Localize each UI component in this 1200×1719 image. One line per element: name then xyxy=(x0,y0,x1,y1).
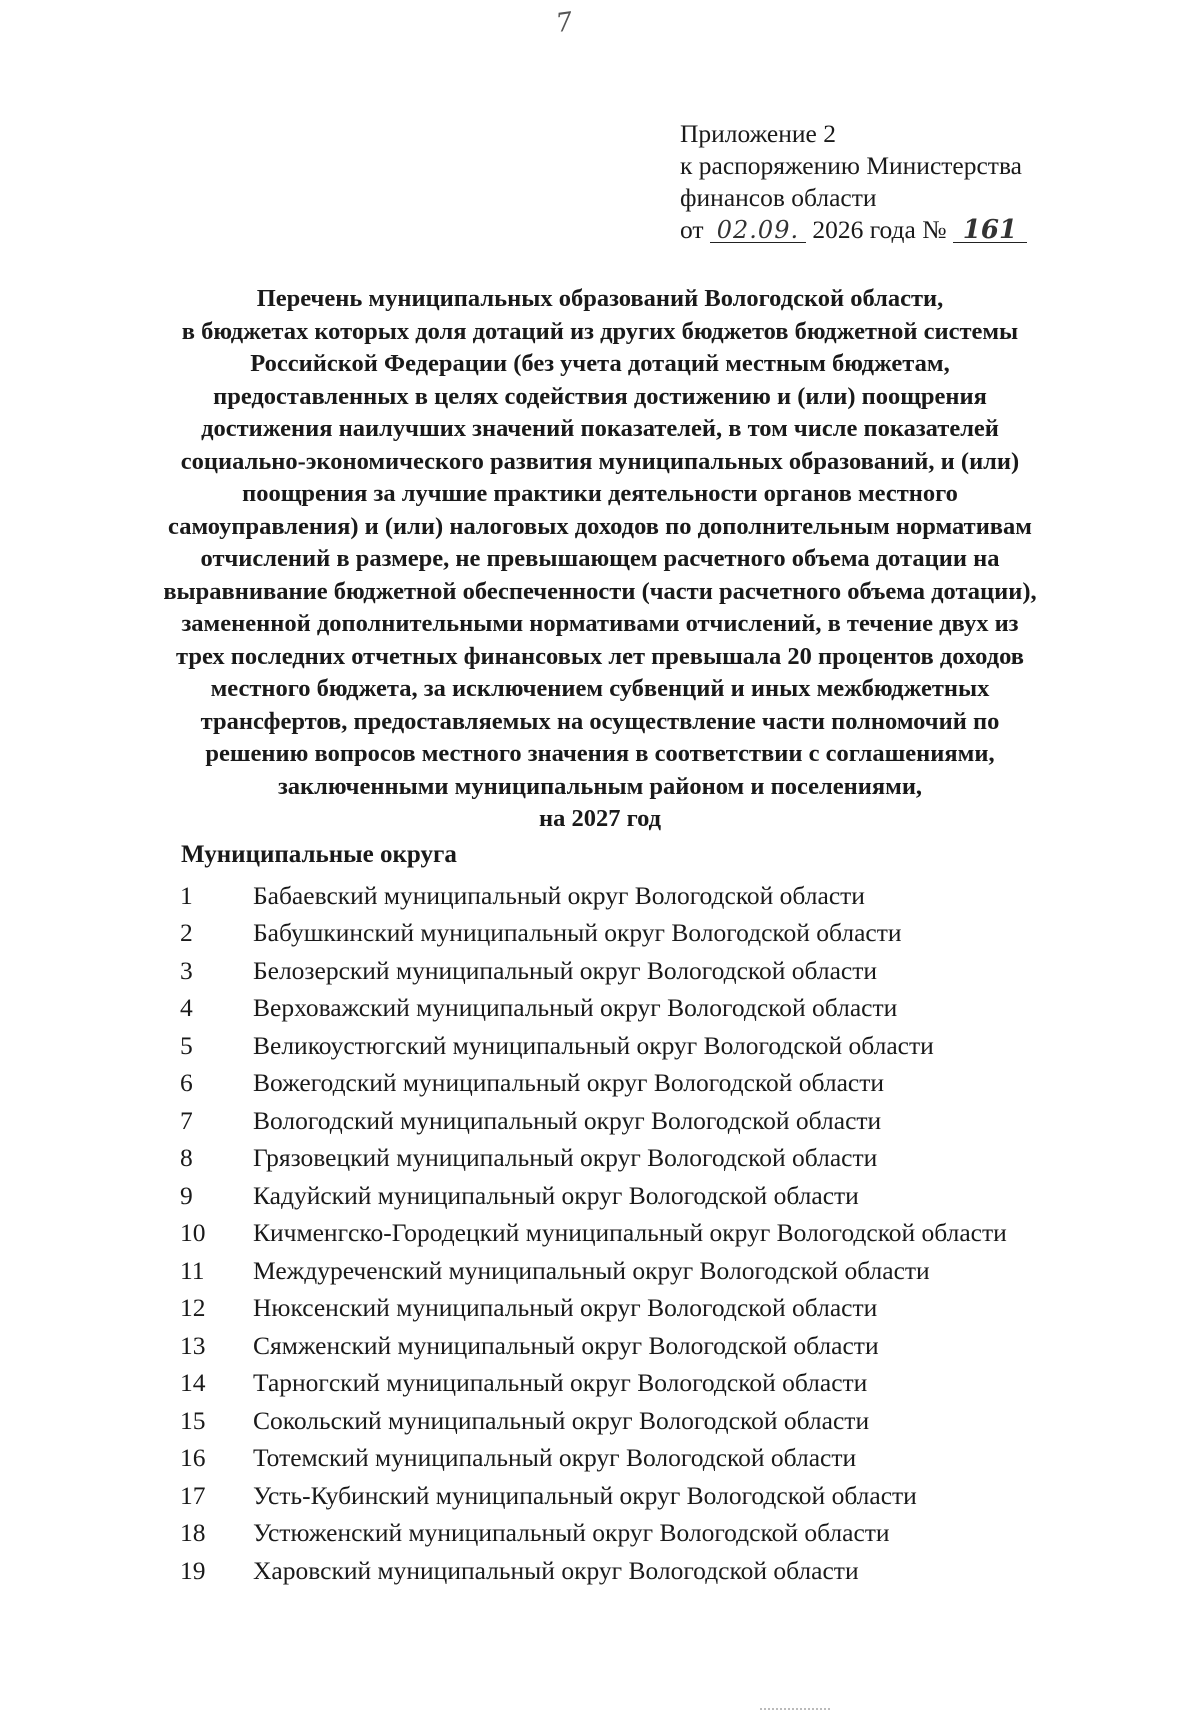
title-line: выравнивание бюджетной обеспеченности (части расчетного объема дотации), xyxy=(163,577,1037,605)
appendix-date-line xyxy=(680,214,1027,246)
title-line: Российской Федерации (без учета дотаций местным бюджетам, xyxy=(250,350,950,377)
list-item-name: Харовский муниципальный округ Вологодской области xyxy=(253,1555,859,1585)
title-line: замененной дополнительными нормативами отчислений, в течение двух из xyxy=(181,610,1019,637)
list-item-name: Бабушкинский муниципальный округ Вологодской области xyxy=(253,918,902,948)
list-item-number: 15 xyxy=(180,1405,206,1435)
list-item xyxy=(180,877,1007,915)
district-list xyxy=(180,877,1007,1590)
list-item-number: 2 xyxy=(180,918,193,948)
list-item xyxy=(180,1365,1007,1403)
list-item-number: 11 xyxy=(180,1255,205,1285)
list-item-number: 7 xyxy=(180,1105,193,1135)
list-item-name: Верховажский муниципальный округ Вологодской области xyxy=(253,993,898,1023)
list-item xyxy=(180,1065,1007,1103)
title-line: трех последних отчетных финансовых лет превышала 20 процентов доходов xyxy=(176,642,1024,670)
list-item-name: Сокольский муниципальный округ Вологодской области xyxy=(253,1405,870,1435)
list-item xyxy=(180,1215,1007,1253)
list-item xyxy=(180,1290,1007,1328)
list-item xyxy=(180,1515,1007,1553)
title-line: достижения наилучших значений показателей, в том числе показателей xyxy=(201,415,999,442)
page-number: 7 xyxy=(553,6,575,40)
title-line: на 2027 год xyxy=(538,805,662,832)
list-item-name: Усть-Кубинский муниципальный округ Вологодской области xyxy=(253,1480,917,1510)
list-item xyxy=(180,1552,1007,1590)
list-item xyxy=(180,1027,1007,1065)
list-item-name: Вожегодский муниципальный округ Вологодской области xyxy=(253,1068,885,1098)
list-item-name: Тотемский муниципальный округ Вологодской области xyxy=(253,1443,857,1473)
title-line: отчислений в размере, не превышающем расчетного объема дотации на xyxy=(200,545,1000,572)
list-item-number: 18 xyxy=(180,1518,206,1548)
title-line: социально-экономического развития муниципальных образований, и (или) xyxy=(180,447,1020,475)
list-item xyxy=(180,952,1007,990)
title-line: трансфертов, предоставляемых на осуществление части полномочий по xyxy=(200,707,1000,735)
list-item-name: Сямженский муниципальный округ Вологодской области xyxy=(253,1330,879,1360)
title-line: местного бюджета, за исключением субвенций и иных межбюджетных xyxy=(210,675,990,702)
list-item xyxy=(180,1327,1007,1365)
appendix-line-3: финансов области xyxy=(680,183,877,212)
list-item-number: 17 xyxy=(180,1480,206,1510)
list-item-name: Устюженский муниципальный округ Вологодской области xyxy=(253,1518,890,1548)
list-item xyxy=(180,1140,1007,1178)
list-item-number: 9 xyxy=(180,1180,193,1210)
list-item-name: Вологодский муниципальный округ Вологодской области xyxy=(253,1105,882,1135)
list-item-number: 10 xyxy=(180,1218,206,1248)
date-prefix: от xyxy=(680,215,704,244)
handwritten-order-number: 161 xyxy=(953,214,1027,246)
list-item-number: 8 xyxy=(180,1143,193,1173)
list-item xyxy=(180,1402,1007,1440)
list-item-name: Кичменгско-Городецкий муниципальный округ Вологодской области xyxy=(253,1218,1007,1248)
year-suffix: 2026 года № xyxy=(812,215,947,244)
list-item xyxy=(180,990,1007,1028)
list-item xyxy=(180,1252,1007,1290)
title-line: решению вопросов местного значения в соответствии с соглашениями, xyxy=(205,740,995,767)
list-item xyxy=(180,1477,1007,1515)
list-item-number: 12 xyxy=(180,1293,206,1323)
list-item-name: Великоустюгский муниципальный округ Вологодской области xyxy=(253,1030,934,1060)
list-item-number: 1 xyxy=(180,880,193,910)
list-item-name: Междуреченский муниципальный округ Вологодской области xyxy=(253,1255,930,1285)
list-item-name: Кадуйский муниципальный округ Вологодской области xyxy=(253,1180,859,1210)
list-item-number: 14 xyxy=(180,1368,206,1398)
appendix-header xyxy=(680,118,1027,246)
appendix-line-2: к распоряжению Министерства xyxy=(680,151,1022,180)
title-line: предоставленных в целях содействия достижению и (или) поощрения xyxy=(213,382,987,410)
list-item-name: Нюксенский муниципальный округ Вологодской области xyxy=(253,1293,878,1323)
list-item-number: 19 xyxy=(180,1555,206,1585)
title-line: заключенными муниципальным районом и поселениями, xyxy=(277,772,923,800)
list-item xyxy=(180,1440,1007,1478)
section-heading: Муниципальные округа xyxy=(181,841,457,868)
title-line: поощрения за лучшие практики деятельности органов местного xyxy=(242,480,958,507)
list-item-number: 13 xyxy=(180,1330,206,1360)
list-item-name: Бабаевский муниципальный округ Вологодской области xyxy=(253,880,865,910)
title-line: Перечень муниципальных образований Вологодской области, xyxy=(256,285,944,312)
list-item xyxy=(180,1177,1007,1215)
list-item xyxy=(180,915,1007,953)
list-item-name: Грязовецкий муниципальный округ Вологодской области xyxy=(253,1143,878,1173)
list-item-name: Тарногский муниципальный округ Вологодской области xyxy=(253,1368,868,1398)
title-line: самоуправления) и (или) налоговых доходов по дополнительным нормативам xyxy=(168,512,1032,540)
appendix-line-1: Приложение 2 xyxy=(680,119,836,148)
title-line: в бюджетах которых доля дотаций из других бюджетов бюджетной системы xyxy=(181,317,1019,345)
list-item xyxy=(180,1102,1007,1140)
list-item-number: 6 xyxy=(180,1068,193,1098)
list-item-number: 5 xyxy=(180,1030,193,1060)
list-item-name: Белозерский муниципальный округ Вологодской области xyxy=(253,955,878,985)
scan-artifact xyxy=(760,1708,830,1716)
list-item-number: 3 xyxy=(180,955,193,985)
handwritten-date: 02.09. xyxy=(710,214,806,246)
document-title xyxy=(100,283,1100,836)
list-item-number: 16 xyxy=(180,1443,206,1473)
list-item-number: 4 xyxy=(180,993,193,1023)
